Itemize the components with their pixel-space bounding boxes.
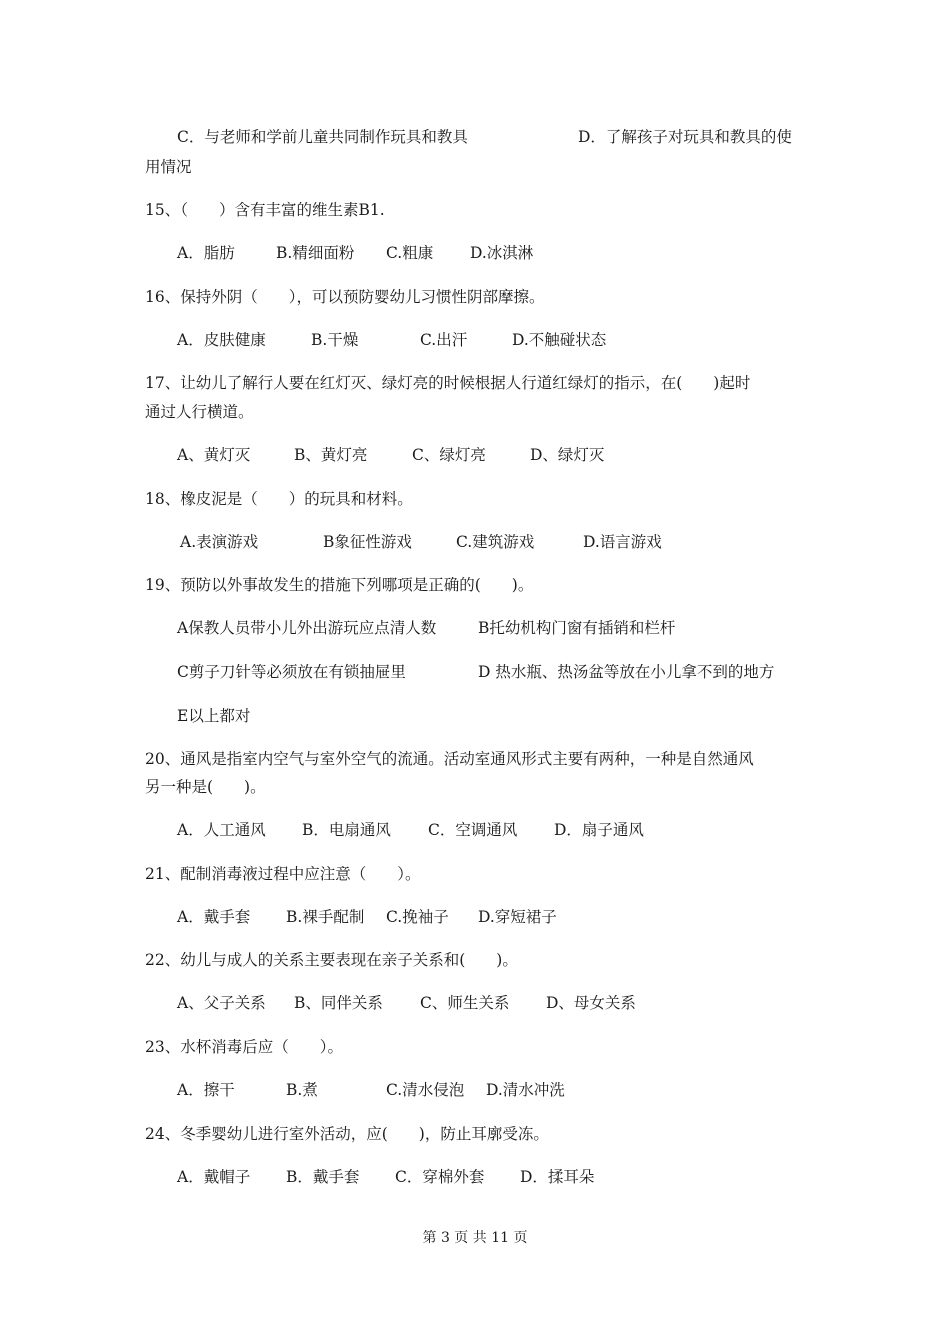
q17-option-c: C、绿灯亮 bbox=[412, 446, 486, 464]
q16-option-b: B.干燥 bbox=[311, 331, 359, 349]
q24-option-d: D．揉耳朵 bbox=[520, 1168, 595, 1186]
q17-stem-line1: 17、让幼儿了解行人要在红灯灭、绿灯亮的时候根据人行道红绿灯的指示，在( )起时 bbox=[145, 374, 751, 392]
q23-option-d: D.清水冲洗 bbox=[486, 1081, 565, 1099]
q14-option-d: D．了解孩子对玩具和教具的使 bbox=[578, 128, 792, 146]
q15-option-d: D.冰淇淋 bbox=[470, 244, 534, 262]
q23-option-c: C.清水侵泡 bbox=[386, 1081, 465, 1099]
q18-stem: 18、橡皮泥是（ ）的玩具和材料。 bbox=[145, 490, 413, 508]
q20-option-c: C．空调通风 bbox=[428, 821, 518, 839]
q19-option-d: D 热水瓶、热汤盆等放在小儿拿不到的地方 bbox=[478, 663, 775, 681]
q17-option-a: A、黄灯灭 bbox=[177, 446, 251, 464]
q16-option-d: D.不触碰状态 bbox=[512, 331, 607, 349]
q24-option-b: B．戴手套 bbox=[286, 1168, 360, 1186]
q19-stem: 19、预防以外事故发生的措施下列哪项是正确的( )。 bbox=[145, 576, 534, 594]
q23-option-a: A．擦干 bbox=[177, 1081, 235, 1099]
q20-option-a: A．人工通风 bbox=[177, 821, 266, 839]
q23-stem: 23、水杯消毒后应（ ）。 bbox=[145, 1038, 343, 1056]
q21-stem: 21、配制消毒液过程中应注意（ ）。 bbox=[145, 865, 421, 883]
q20-stem-line1: 20、通风是指室内空气与室外空气的流通。活动室通风形式主要有两种，一种是自然通风 bbox=[145, 750, 754, 768]
q17-option-b: B、黄灯亮 bbox=[294, 446, 368, 464]
q19-option-b: B托幼机构门窗有插销和栏杆 bbox=[478, 619, 676, 637]
q20-option-b: B．电扇通风 bbox=[302, 821, 391, 839]
q15-option-c: C.粗康 bbox=[386, 244, 434, 262]
q15-option-a: A．脂肪 bbox=[177, 244, 235, 262]
q16-option-a: A．皮肤健康 bbox=[177, 331, 266, 349]
q15-stem: 15、（ ）含有丰富的维生素B1. bbox=[145, 201, 385, 219]
q19-option-a: A保教人员带小儿外出游玩应点清人数 bbox=[177, 619, 437, 637]
q24-option-a: A．戴帽子 bbox=[177, 1168, 251, 1186]
q22-option-d: D、母女关系 bbox=[546, 994, 636, 1012]
q19-option-c: C剪子刀针等必须放在有锁抽屉里 bbox=[177, 663, 406, 681]
q22-option-c: C、师生关系 bbox=[420, 994, 510, 1012]
q17-option-d: D、绿灯灭 bbox=[530, 446, 605, 464]
q22-option-a: A、父子关系 bbox=[177, 994, 266, 1012]
q22-stem: 22、幼儿与成人的关系主要表现在亲子关系和( )。 bbox=[145, 951, 518, 969]
q18-option-b: B象征性游戏 bbox=[323, 533, 412, 551]
q21-option-b: B.裸手配制 bbox=[286, 908, 365, 926]
q20-stem-line2: 另一种是( )。 bbox=[145, 778, 266, 796]
q14-option-c: C．与老师和学前儿童共同制作玩具和教具 bbox=[177, 128, 468, 146]
q16-option-c: C.出汗 bbox=[420, 331, 468, 349]
q23-option-b: B.煮 bbox=[286, 1081, 318, 1099]
q21-option-c: C.挽袖子 bbox=[386, 908, 449, 926]
q21-option-d: D.穿短裙子 bbox=[478, 908, 557, 926]
q16-stem: 16、保持外阴（ ），可以预防婴幼儿习惯性阴部摩擦。 bbox=[145, 288, 545, 306]
q24-stem: 24、冬季婴幼儿进行室外活动，应( )，防止耳廓受冻。 bbox=[145, 1125, 549, 1143]
q24-option-c: C．穿棉外套 bbox=[395, 1168, 485, 1186]
q18-option-d: D.语言游戏 bbox=[583, 533, 662, 551]
q14-option-d-continued: 用情况 bbox=[145, 158, 192, 176]
q18-option-a: A.表演游戏 bbox=[180, 533, 259, 551]
q18-option-c: C.建筑游戏 bbox=[456, 533, 535, 551]
q22-option-b: B、同伴关系 bbox=[294, 994, 383, 1012]
q21-option-a: A．戴手套 bbox=[177, 908, 251, 926]
q15-option-b: B.精细面粉 bbox=[276, 244, 355, 262]
q20-option-d: D．扇子通风 bbox=[554, 821, 644, 839]
q19-option-e: E以上都对 bbox=[177, 707, 251, 725]
page-number-footer: 第 3 页 共 11 页 bbox=[422, 1230, 528, 1246]
q17-stem-line2: 通过人行横道。 bbox=[145, 403, 254, 421]
